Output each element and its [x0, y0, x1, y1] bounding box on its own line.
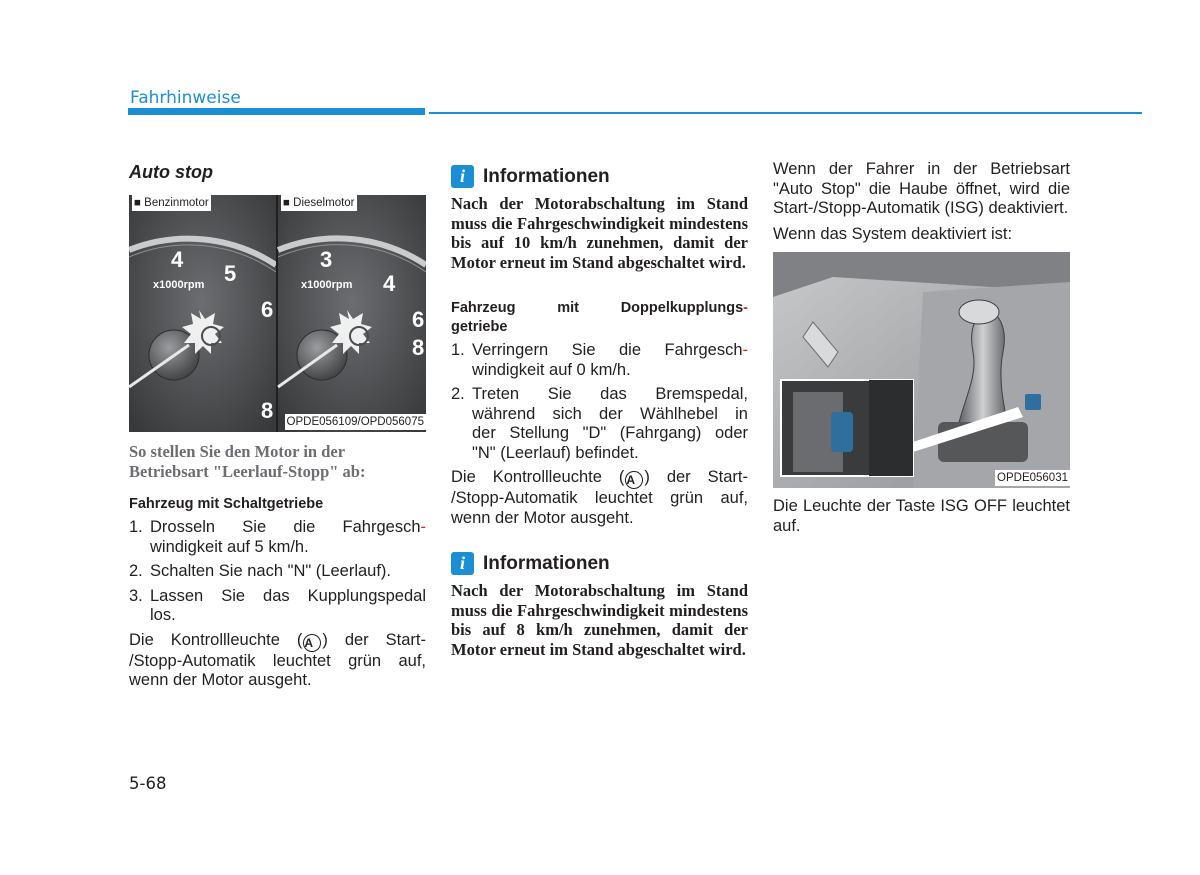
header-bar-thick: [128, 108, 425, 115]
info-icon: i: [451, 165, 474, 188]
info-text-1: Nach der Motorabschaltung im Stand muss die Fahrgeschwindigkeit mindestens bis auf 10 km/h zunehmen, damit der Motor erneut im Stand abgeschaltet wird.: [451, 194, 748, 272]
list-item: 1. Drosseln Sie die Fahrgesch- windigkeit auf 5 km/h.: [129, 518, 426, 556]
gauge-left-number: 5: [224, 261, 237, 286]
gauge-right-unit: x1000rpm: [301, 279, 353, 291]
subheading-doppelkupplung: Fahrzeug mit Doppelkupplungs- getriebe: [451, 300, 748, 335]
gauge-left-number: 8: [261, 398, 274, 423]
info-text-2: Nach der Motorabschaltung im Stand muss die Fahrgeschwindigkeit mindestens bis auf 8 km/h zunehmen, damit der Motor erneut im Stand abgeschaltet wird.: [451, 581, 748, 659]
gear-console-figure: [773, 252, 1070, 488]
info-title: Informationen: [483, 165, 610, 187]
steps-doppelkupplung: [451, 341, 748, 463]
list-item: 1. Verringern Sie die Fahrgesch- windigkeit auf 0 km/h.: [451, 341, 748, 379]
list-item: 2. Schalten Sie nach "N" (Leerlauf).: [129, 562, 392, 580]
figure-code: OPDE056031: [997, 472, 1068, 484]
label-dieselmotor: ■ Dieselmotor: [283, 197, 355, 209]
paragraph-kontrollleuchte: Die Kontrollleuchte ( A ) der Start- /Stopp-Automatik leuchtet grün auf, wenn der Motor ausgeht.: [129, 630, 426, 689]
right-column: [773, 160, 1070, 536]
list-item: 2. Treten Sie das Bremspedal, während sich der Wählhebel in der Stellung "D" (Fahrgang) oder "N" (Leerlauf) befindet.: [451, 385, 748, 462]
running-header: Fahrhinweise: [130, 88, 241, 108]
gauge-right-number: 8: [412, 335, 425, 360]
center-console-illustration: [773, 252, 1070, 488]
gauge-left-number: 4: [171, 247, 184, 272]
section-heading-auto-stop: Auto stop: [129, 162, 213, 182]
gauge-right-number: 4: [383, 271, 396, 296]
info-icon: i: [451, 552, 474, 575]
auto-stop-indicator-icon: A: [625, 471, 643, 489]
instrument-cluster-illustration: [129, 195, 426, 432]
paragraph-deaktiviert: Wenn das System deaktiviert ist:: [773, 224, 1013, 243]
middle-column: [451, 165, 748, 659]
list-item: 3. Lassen Sie das Kupplungspedal los.: [129, 586, 426, 624]
gauge-left-unit: x1000rpm: [153, 279, 205, 291]
gauge-left-number: 6: [261, 297, 274, 322]
auto-stop-indicator-icon: A: [303, 634, 321, 652]
gauge-right-number: 3: [320, 247, 333, 272]
header-bar-thin: [429, 112, 1142, 114]
info-box-1-header: [451, 165, 748, 188]
figure-code: OPDE056109/OPD056075: [286, 416, 424, 428]
gauge-right-number: 6: [412, 307, 425, 332]
paragraph-kontrollleuchte-2: Die Kontrollleuchte ( A ) der Start- /Stopp-Automatik leuchtet grün auf, wenn der Motor ausgeht.: [451, 468, 748, 527]
gauge-figure: [129, 195, 426, 432]
page-number: 5-68: [129, 774, 167, 793]
info-box-2-header: [451, 552, 748, 575]
paragraph-hood-open: Wenn der Fahrer in der Betriebsart "Auto Stop" die Haube öffnet, wird die Start-/Stopp-Automatik (ISG) deaktiviert.: [773, 160, 1070, 217]
paragraph-isg-off: Die Leuchte der Taste ISG OFF leuchtet auf.: [773, 497, 1070, 535]
left-column: [129, 160, 426, 691]
subheading-schaltgetriebe: Fahrzeug mit Schaltgetriebe: [129, 496, 324, 512]
section-title-leerlauf-stopp: So stellen Sie den Motor in der Betriebsart "Leerlauf-Stopp" ab:: [129, 442, 366, 481]
label-benzinmotor: ■ Benzinmotor: [134, 197, 209, 209]
info-title: Informationen: [483, 552, 610, 574]
steps-schaltgetriebe: [129, 518, 426, 626]
